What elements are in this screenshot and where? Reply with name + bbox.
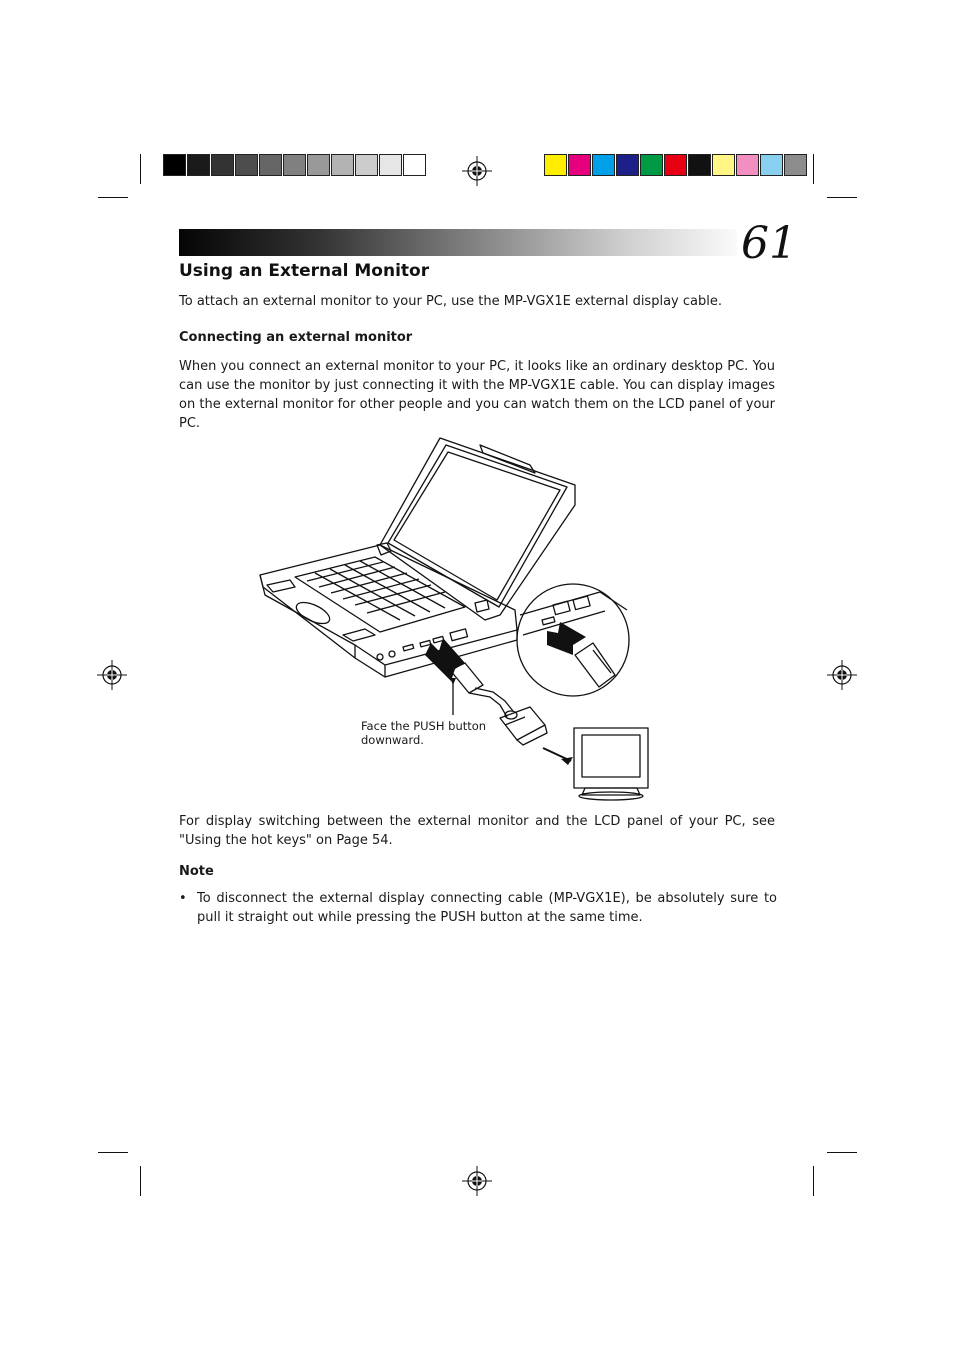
- laptop-base: [260, 545, 517, 665]
- color-swatch: [784, 154, 807, 176]
- color-swatch: [568, 154, 591, 176]
- grayscale-bar: [163, 154, 427, 176]
- body-paragraph: When you connect an external monitor to your PC, it looks like an ordinary desktop PC. You can use the monitor by just connecting it with the MP-VGX1E cable. You can display images on the external monitor for other people and you can watch them on the LCD panel of your PC.: [179, 359, 775, 431]
- figure-caption: Face the PUSH button downward.: [361, 719, 487, 747]
- gray-swatch: [211, 154, 234, 176]
- registration-mark-icon: [462, 1166, 492, 1196]
- color-swatch: [760, 154, 783, 176]
- registration-mark-icon: [462, 156, 492, 186]
- note-bullet-item: [179, 889, 777, 927]
- crop-mark: [813, 1166, 814, 1196]
- note-heading: Note: [179, 864, 214, 879]
- gray-swatch: [187, 154, 210, 176]
- color-swatch: [592, 154, 615, 176]
- crop-mark: [827, 1152, 857, 1153]
- external-monitor: [574, 728, 648, 788]
- crop-mark: [827, 197, 857, 198]
- inset-arrow-icon: [547, 622, 586, 655]
- note-text: To disconnect the external display connecting cable (MP-VGX1E), be absolutely sure to pull it straight out while pressing the PUSH button at the same time.: [197, 891, 777, 925]
- gray-swatch: [403, 154, 426, 176]
- intro-paragraph: To attach an external monitor to your PC, use the MP-VGX1E external display cable.: [179, 294, 722, 309]
- gray-swatch: [235, 154, 258, 176]
- color-swatch: [544, 154, 567, 176]
- page-number: 61: [741, 218, 797, 269]
- header-gradient-bar: [179, 229, 737, 256]
- color-swatch: [736, 154, 759, 176]
- laptop-monitor-illustration: [255, 435, 655, 805]
- crop-mark: [140, 154, 141, 184]
- crop-mark: [813, 154, 814, 184]
- gray-swatch: [331, 154, 354, 176]
- color-swatch: [712, 154, 735, 176]
- gray-swatch: [283, 154, 306, 176]
- registration-mark-icon: [97, 660, 127, 690]
- bullet-icon: •: [179, 891, 187, 906]
- page-title: Using an External Monitor: [179, 261, 430, 281]
- gray-swatch: [379, 154, 402, 176]
- gray-swatch: [355, 154, 378, 176]
- crop-mark: [140, 1166, 141, 1196]
- crop-mark: [98, 197, 128, 198]
- insert-arrow-icon: [425, 638, 465, 681]
- gray-swatch: [307, 154, 330, 176]
- registration-mark-icon: [827, 660, 857, 690]
- gray-swatch: [259, 154, 282, 176]
- color-swatch: [616, 154, 639, 176]
- color-swatch: [688, 154, 711, 176]
- color-swatch: [664, 154, 687, 176]
- switching-paragraph: For display switching between the external monitor and the LCD panel of your PC, see "Using the hot keys" on Page 54.: [179, 814, 775, 848]
- color-bar: [544, 154, 808, 176]
- laptop-lid: [380, 438, 575, 620]
- section-subheading: Connecting an external monitor: [179, 330, 413, 345]
- laptop-keyboard: [295, 557, 465, 632]
- color-swatch: [640, 154, 663, 176]
- gray-swatch: [163, 154, 186, 176]
- crop-mark: [98, 1152, 128, 1153]
